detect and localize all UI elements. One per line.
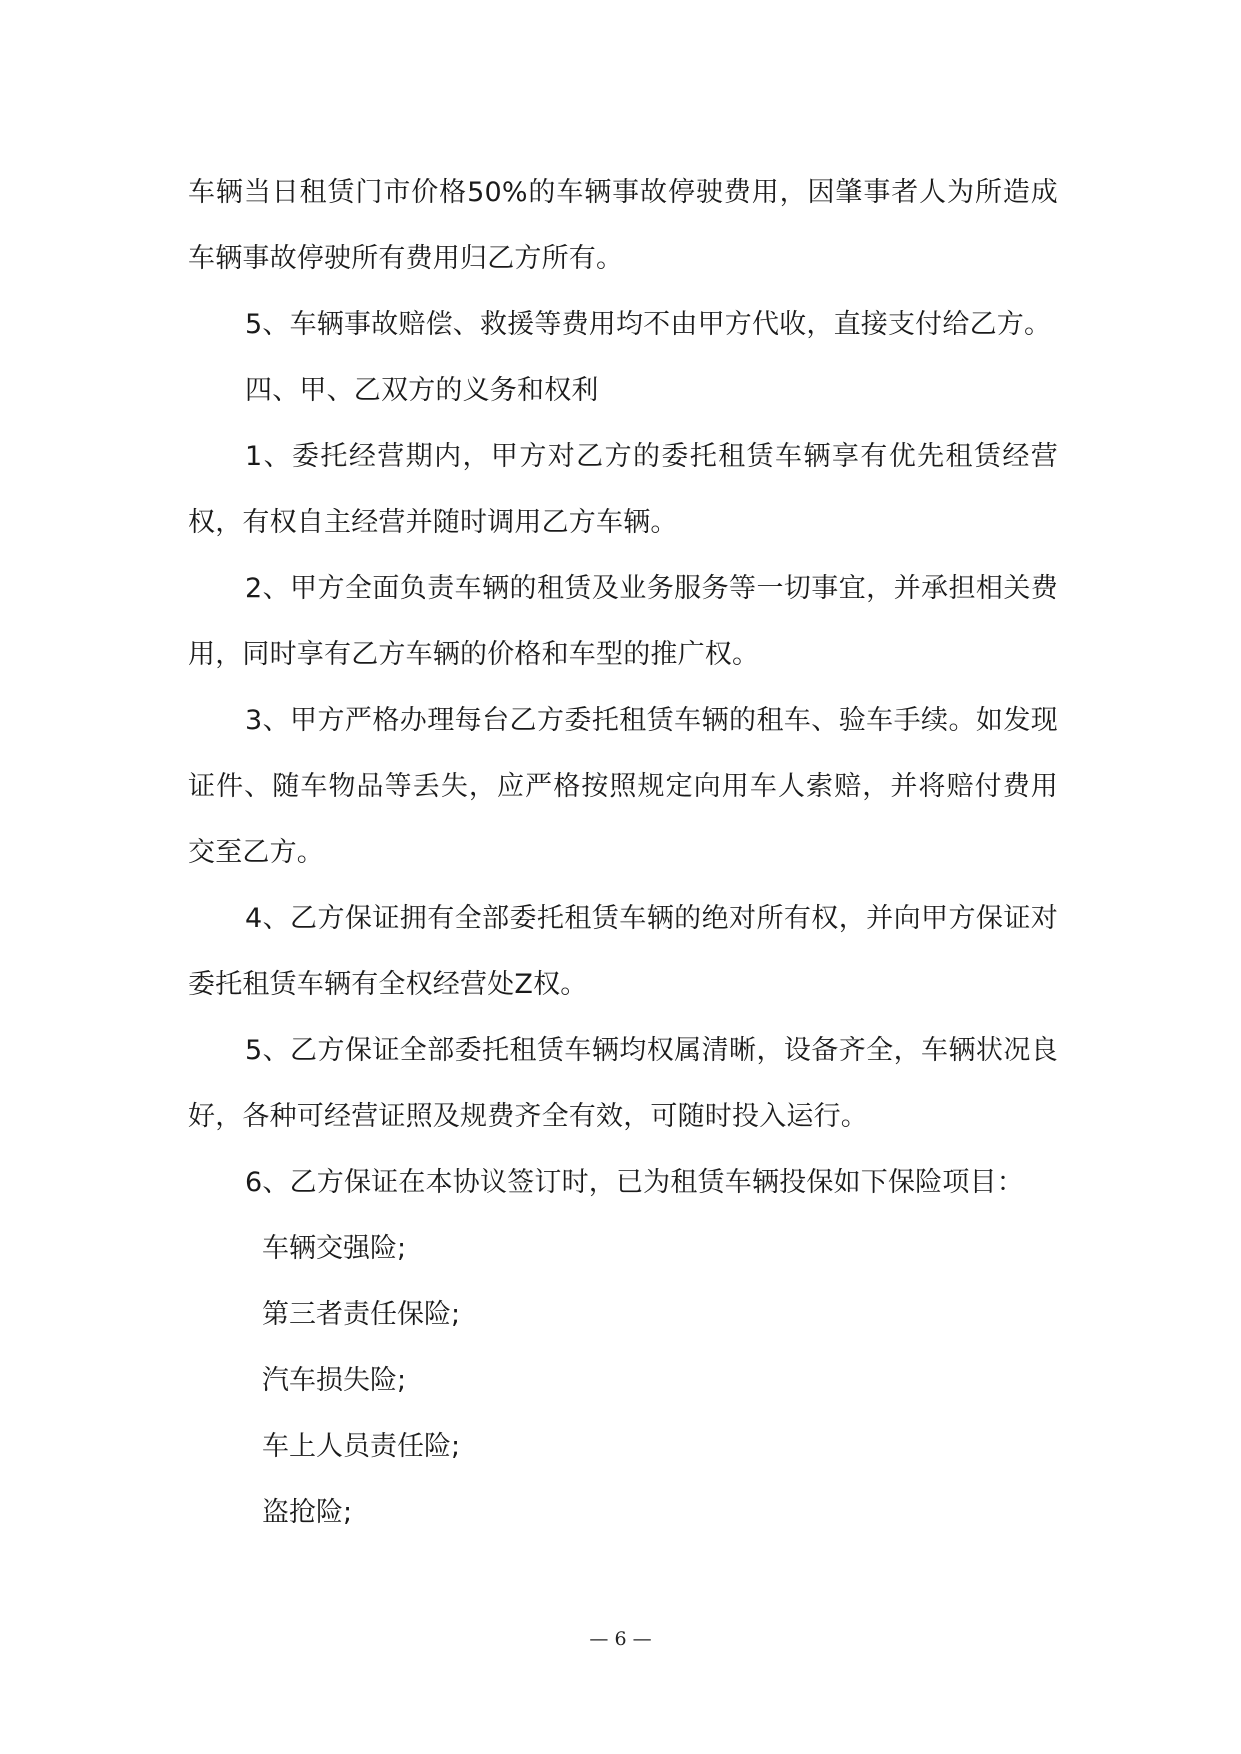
- list-item: 第三者责任保险;: [262, 1299, 461, 1330]
- list-item: 汽车损失险;: [262, 1365, 407, 1396]
- paragraph-clause-4-6: 6、乙方保证在本协议签订时，已为租赁车辆投保如下保险项目：: [245, 1167, 1024, 1198]
- section-heading-4: 四、甲、乙双方的义务和权利: [245, 375, 599, 406]
- list-item: 盗抢险;: [262, 1497, 353, 1528]
- paragraph-clause-3-5: 5、车辆事故赔偿、救援等费用均不由甲方代收，直接支付给乙方。: [245, 309, 1052, 340]
- paragraph-clause-4-5: 5、乙方保证全部委托租赁车辆均权属清晰，设备齐全，车辆状况良好，各种可经营证照及规费齐全有效，可随时投入运行。: [188, 1035, 1058, 1132]
- insurance-list: [188, 1216, 1058, 1546]
- paragraph-clause-4-4: 4、乙方保证拥有全部委托租赁车辆的绝对所有权，并向甲方保证对委托租赁车辆有全权经营处Z权。: [188, 903, 1058, 1000]
- page-number: — 6 —: [589, 1628, 652, 1650]
- paragraph-clause-4-1: 1、委托经营期内，甲方对乙方的委托租赁车辆享有优先租赁经营权，有权自主经营并随时调用乙方车辆。: [188, 441, 1058, 538]
- paragraph-clause-4-2: 2、甲方全面负责车辆的租赁及业务服务等一切事宜，并承担相关费用，同时享有乙方车辆的价格和车型的推广权。: [188, 573, 1058, 670]
- paragraph-clause-4-3: 3、甲方严格办理每台乙方委托租赁车辆的租车、验车手续。如发现证件、随车物品等丢失，应严格按照规定向用车人索赔，并将赔付费用交至乙方。: [188, 705, 1058, 868]
- list-item: 车辆交强险;: [262, 1233, 407, 1264]
- list-item: 车上人员责任险;: [262, 1431, 461, 1462]
- body-text: [188, 160, 1058, 1546]
- paragraph-continuation: 车辆当日租赁门市价格50%的车辆事故停驶费用，因肇事者人为所造成车辆事故停驶所有费用归乙方所有。: [188, 177, 1058, 274]
